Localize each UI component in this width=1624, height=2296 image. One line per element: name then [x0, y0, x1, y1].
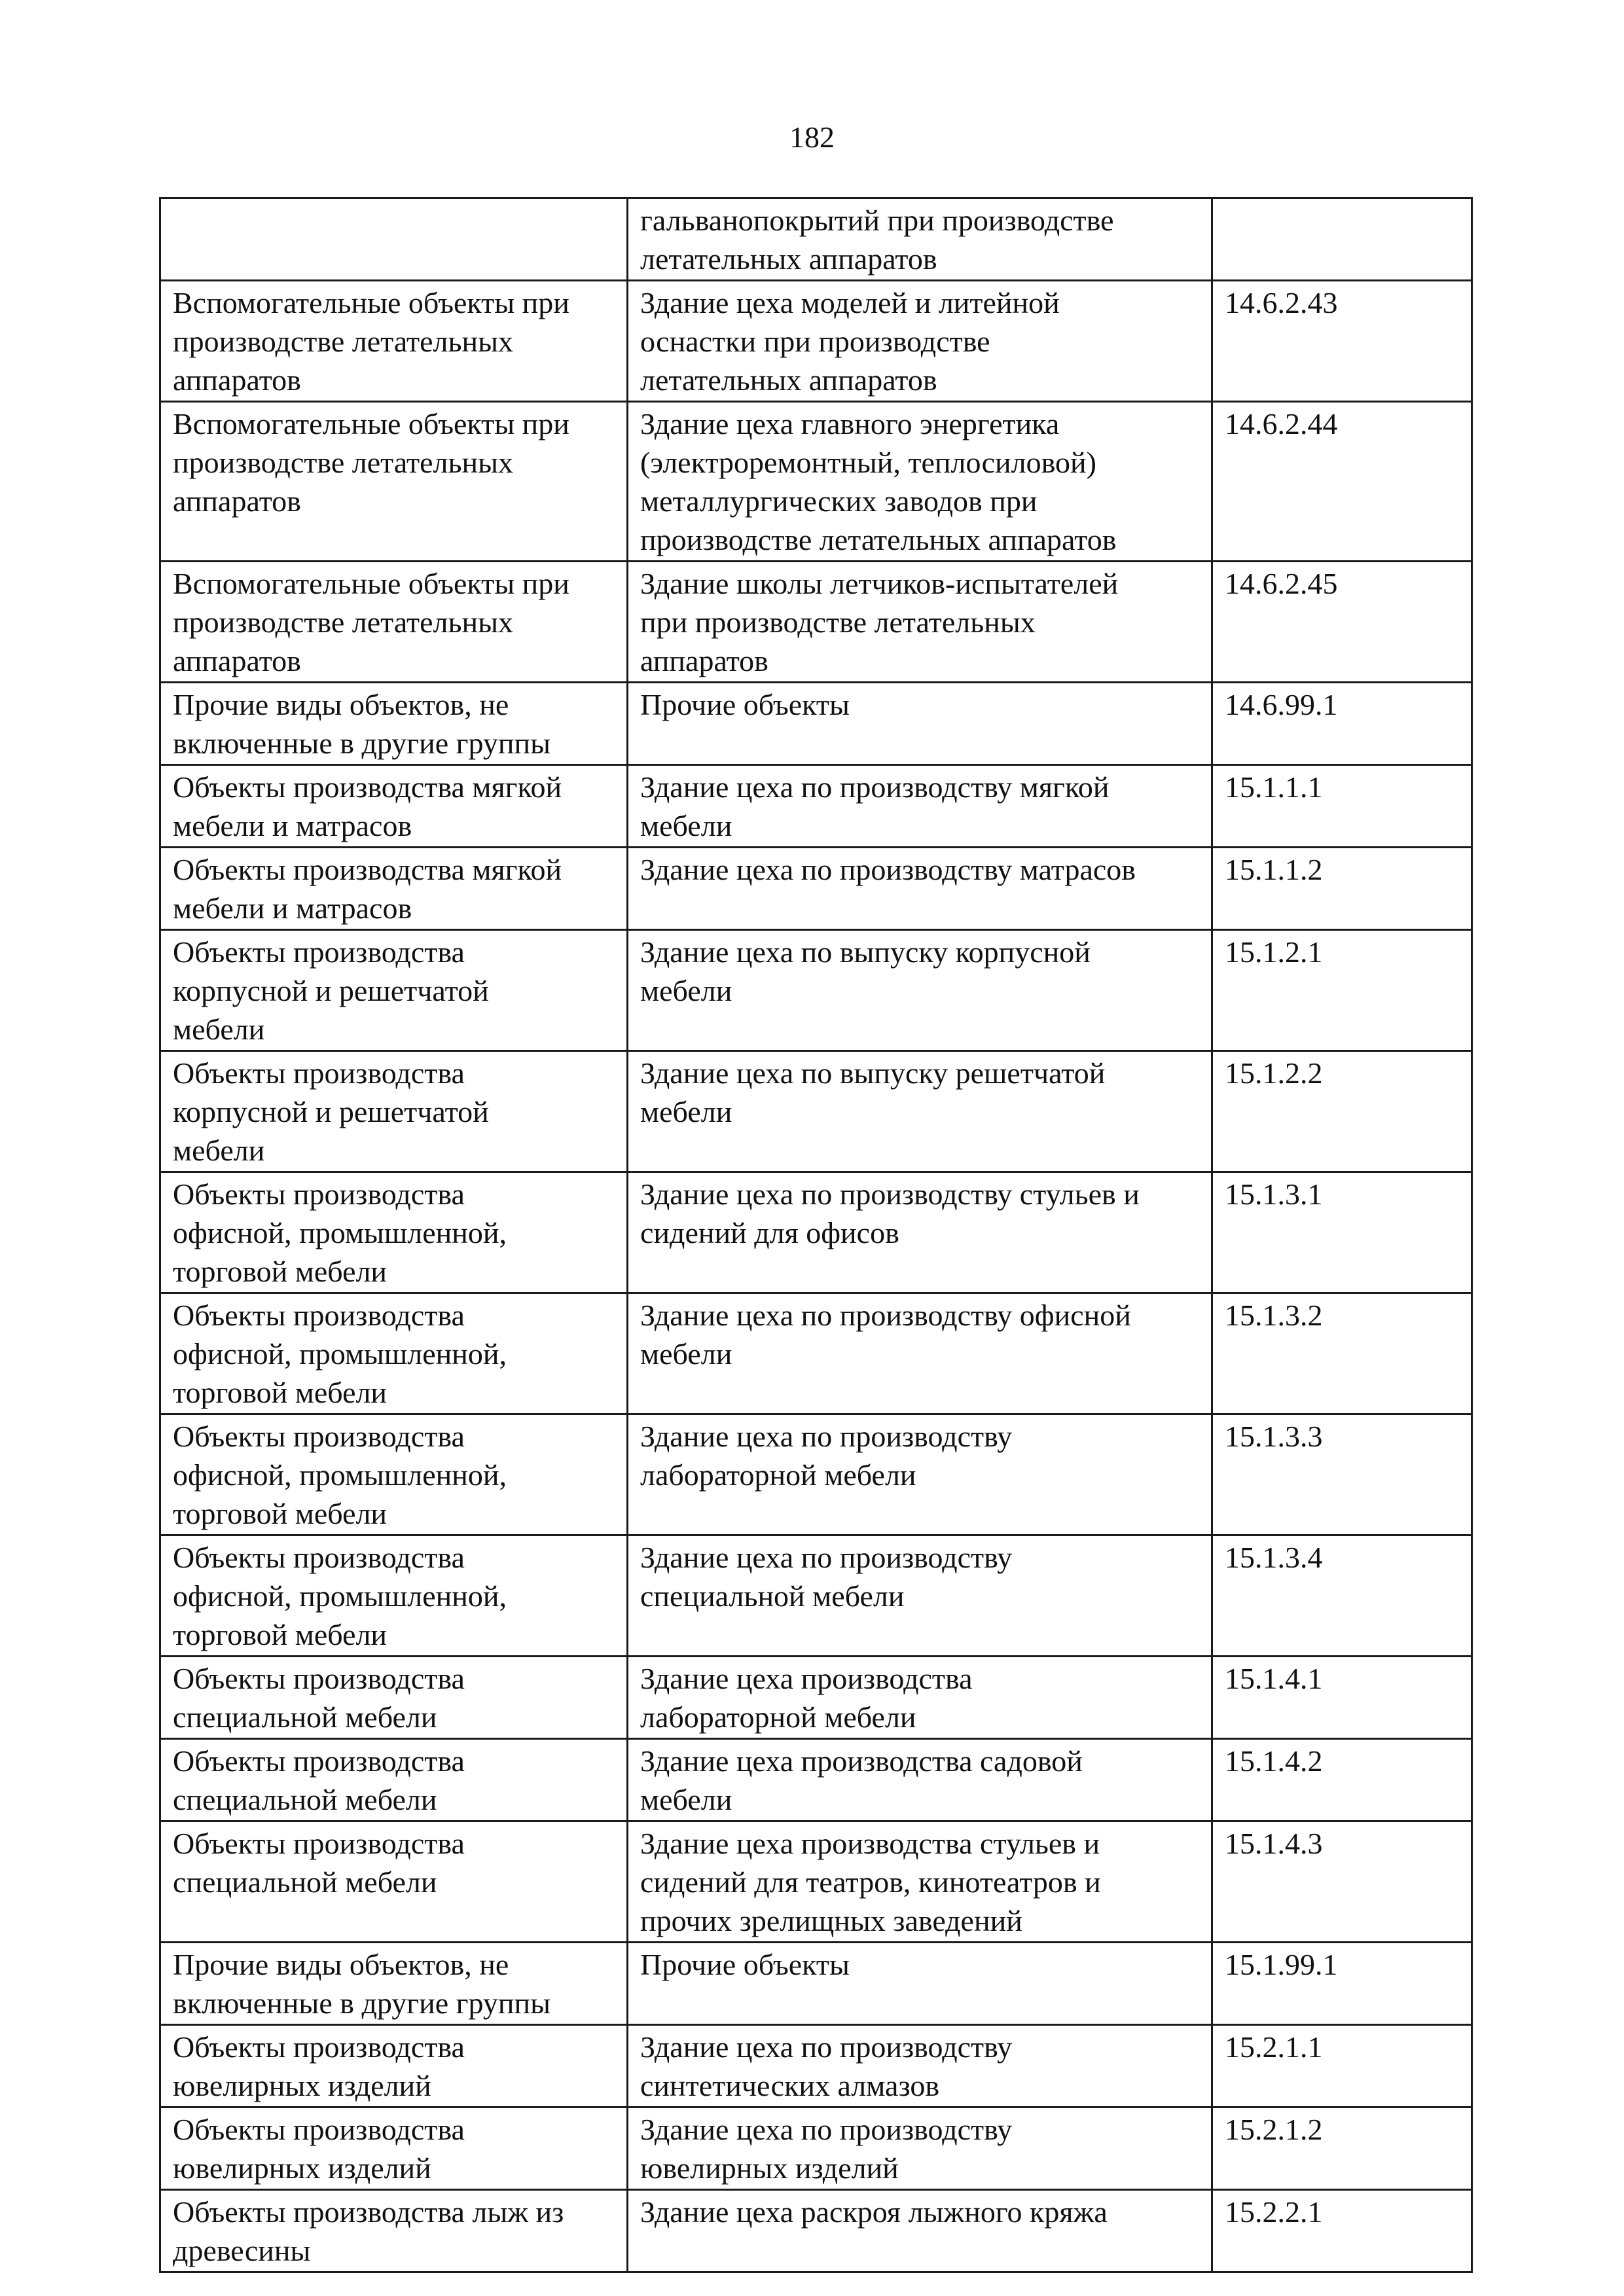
- table-row: [160, 1943, 1472, 2025]
- object-code-cell-text: 15.2.2.1: [1225, 2195, 1323, 2229]
- object-name-cell: [628, 562, 1212, 683]
- object-code-cell-text: 15.1.4.1: [1225, 1662, 1323, 1695]
- object-code-cell-text: 15.1.3.1: [1225, 1177, 1323, 1211]
- object-name-cell: [628, 683, 1212, 765]
- object-code-cell-text: 14.6.2.45: [1225, 567, 1338, 600]
- table-row: [160, 1172, 1472, 1293]
- object-name-cell: [628, 1739, 1212, 1821]
- object-type-cell-text: Вспомогательные объекты при производстве летательных аппаратов: [173, 286, 569, 397]
- object-code-cell-text: 15.1.3.4: [1225, 1541, 1323, 1574]
- object-code-cell: [1212, 2025, 1472, 2108]
- object-name-cell: [628, 1051, 1212, 1172]
- table-row: [160, 1414, 1472, 1535]
- object-name-cell-text: Здание школы летчиков-испытателей при производстве летательных аппаратов: [640, 567, 1119, 677]
- object-type-cell-text: Прочие виды объектов, не включенные в другие группы: [173, 688, 551, 760]
- object-code-cell-text: 14.6.99.1: [1225, 688, 1338, 721]
- object-type-cell-text: Объекты производства офисной, промышленной, торговой мебели: [173, 1420, 507, 1530]
- object-type-cell: [160, 2108, 628, 2190]
- object-type-cell: [160, 402, 628, 562]
- object-name-cell: [628, 1943, 1212, 2025]
- object-name-cell-text: Здание цеха по производству специальной мебели: [640, 1541, 1013, 1613]
- object-code-cell-text: 15.1.2.2: [1225, 1056, 1323, 1090]
- object-code-cell: [1212, 402, 1472, 562]
- object-code-cell-text: 14.6.2.44: [1225, 407, 1338, 440]
- object-name-cell-text: Здание цеха по производству мягкой мебели: [640, 770, 1110, 842]
- object-code-cell: [1212, 848, 1472, 930]
- object-name-cell-text: Здание цеха производства стульев и сидений для театров, кинотеатров и прочих зрелищных заведений: [640, 1827, 1101, 1937]
- object-type-cell: [160, 1051, 628, 1172]
- object-name-cell: [628, 1414, 1212, 1535]
- object-type-cell-text: Объекты производства офисной, промышленной, торговой мебели: [173, 1541, 507, 1651]
- object-code-cell: [1212, 1657, 1472, 1739]
- object-type-cell: [160, 1943, 628, 2025]
- object-name-cell-text: Здание цеха по производству офисной мебели: [640, 1299, 1131, 1371]
- object-type-cell-text: Объекты производства корпусной и решетчатой мебели: [173, 1056, 489, 1167]
- object-code-cell: [1212, 1414, 1472, 1535]
- table-row: [160, 2025, 1472, 2108]
- object-name-cell: [628, 930, 1212, 1051]
- table-row: [160, 1657, 1472, 1739]
- object-name-cell: [628, 198, 1212, 281]
- object-code-cell-text: 15.2.1.1: [1225, 2030, 1323, 2064]
- object-type-cell-text: Прочие виды объектов, не включенные в другие группы: [173, 1948, 551, 2020]
- object-code-cell: [1212, 1172, 1472, 1293]
- object-name-cell: [628, 2025, 1212, 2108]
- object-name-cell: [628, 1172, 1212, 1293]
- object-code-cell-text: 15.1.99.1: [1225, 1948, 1338, 1981]
- object-name-cell-text: Прочие объекты: [640, 1948, 850, 1981]
- object-name-cell: [628, 848, 1212, 930]
- object-code-cell-text: 15.1.1.2: [1225, 853, 1323, 886]
- table-row: [160, 2108, 1472, 2190]
- object-name-cell-text: Прочие объекты: [640, 688, 850, 721]
- object-type-cell-text: Объекты производства офисной, промышленной, торговой мебели: [173, 1177, 507, 1288]
- object-name-cell-text: Здание цеха по выпуску корпусной мебели: [640, 935, 1091, 1007]
- page-number: 182: [789, 120, 835, 154]
- object-code-cell-text: 15.1.3.2: [1225, 1299, 1323, 1332]
- object-name-cell: [628, 1293, 1212, 1414]
- object-type-cell: [160, 562, 628, 683]
- table-row: [160, 1293, 1472, 1414]
- object-code-cell: [1212, 765, 1472, 848]
- object-type-cell: [160, 1739, 628, 1821]
- object-name-cell-text: Здание цеха по производству матрасов: [640, 853, 1136, 886]
- object-code-cell: [1212, 1739, 1472, 1821]
- object-code-cell: [1212, 1293, 1472, 1414]
- object-code-cell-text: 15.2.1.2: [1225, 2113, 1323, 2146]
- table-row: [160, 562, 1472, 683]
- object-code-cell: [1212, 562, 1472, 683]
- object-type-cell: [160, 1293, 628, 1414]
- table-row: [160, 1051, 1472, 1172]
- object-type-cell: [160, 1414, 628, 1535]
- object-code-cell-text: 15.1.2.1: [1225, 935, 1323, 969]
- object-name-cell-text: Здание цеха раскроя лыжного кряжа: [640, 2195, 1108, 2229]
- object-type-cell: [160, 1821, 628, 1943]
- table-row: [160, 402, 1472, 562]
- object-type-cell-text: Объекты производства мягкой мебели и матрасов: [173, 853, 562, 925]
- object-type-cell: [160, 683, 628, 765]
- object-type-cell: [160, 1657, 628, 1739]
- object-code-cell: [1212, 281, 1472, 402]
- table-row: [160, 765, 1472, 848]
- object-name-cell-text: Здание цеха по выпуску решетчатой мебели: [640, 1056, 1106, 1128]
- object-code-cell-text: 15.1.1.1: [1225, 770, 1323, 804]
- object-name-cell: [628, 1657, 1212, 1739]
- object-type-cell-text: Объекты производства лыж из древесины: [173, 2195, 564, 2267]
- object-type-cell-text: Объекты производства корпусной и решетчатой мебели: [173, 935, 489, 1046]
- object-code-cell-text: 15.1.4.2: [1225, 1744, 1323, 1778]
- object-type-cell: [160, 198, 628, 281]
- object-code-cell-text: 15.1.3.3: [1225, 1420, 1323, 1453]
- object-name-cell-text: Здание цеха по производству стульев и сидений для офисов: [640, 1177, 1140, 1249]
- table-row: [160, 198, 1472, 281]
- object-code-cell-text: 15.1.4.3: [1225, 1827, 1323, 1860]
- object-type-cell: [160, 1535, 628, 1657]
- table-row: [160, 848, 1472, 930]
- object-type-cell: [160, 930, 628, 1051]
- object-name-cell-text: Здание цеха по производству синтетических алмазов: [640, 2030, 1013, 2102]
- object-type-cell-text: Вспомогательные объекты при производстве летательных аппаратов: [173, 407, 569, 518]
- table-row: [160, 281, 1472, 402]
- object-code-cell: [1212, 1943, 1472, 2025]
- object-name-cell: [628, 281, 1212, 402]
- object-name-cell: [628, 765, 1212, 848]
- object-name-cell: [628, 2190, 1212, 2272]
- object-code-cell: [1212, 2190, 1472, 2272]
- object-type-cell: [160, 1172, 628, 1293]
- object-type-cell: [160, 848, 628, 930]
- object-type-cell-text: Объекты производства специальной мебели: [173, 1827, 465, 1899]
- object-type-cell-text: Объекты производства специальной мебели: [173, 1662, 465, 1734]
- object-code-cell: [1212, 1535, 1472, 1657]
- object-name-cell-text: Здание цеха производства лабораторной мебели: [640, 1662, 973, 1734]
- table-body: [160, 198, 1472, 2272]
- object-type-cell-text: Объекты производства ювелирных изделий: [173, 2113, 465, 2185]
- table-row: [160, 1821, 1472, 1943]
- classification-table: [159, 197, 1473, 2273]
- object-code-cell: [1212, 198, 1472, 281]
- object-type-cell-text: Объекты производства ювелирных изделий: [173, 2030, 465, 2102]
- object-code-cell: [1212, 2108, 1472, 2190]
- object-name-cell: [628, 2108, 1212, 2190]
- object-name-cell: [628, 1821, 1212, 1943]
- object-name-cell-text: Здание цеха по производству лабораторной мебели: [640, 1420, 1013, 1492]
- object-type-cell: [160, 281, 628, 402]
- object-type-cell-text: Объекты производства офисной, промышленной, торговой мебели: [173, 1299, 507, 1409]
- object-code-cell: [1212, 683, 1472, 765]
- object-type-cell-text: Вспомогательные объекты при производстве летательных аппаратов: [173, 567, 569, 677]
- table-row: [160, 930, 1472, 1051]
- object-code-cell: [1212, 1051, 1472, 1172]
- table-row: [160, 1535, 1472, 1657]
- object-name-cell-text: Здание цеха моделей и литейной оснастки при производстве летательных аппаратов: [640, 286, 1060, 397]
- object-name-cell-text: гальванопокрытий при производстве летательных аппаратов: [640, 204, 1114, 276]
- object-type-cell: [160, 765, 628, 848]
- object-code-cell: [1212, 930, 1472, 1051]
- object-type-cell-text: Объекты производства специальной мебели: [173, 1744, 465, 1816]
- object-type-cell: [160, 2025, 628, 2108]
- object-name-cell-text: Здание цеха по производству ювелирных изделий: [640, 2113, 1013, 2185]
- object-name-cell: [628, 1535, 1212, 1657]
- object-type-cell-text: Объекты производства мягкой мебели и матрасов: [173, 770, 562, 842]
- object-name-cell-text: Здание цеха производства садовой мебели: [640, 1744, 1083, 1816]
- object-code-cell: [1212, 1821, 1472, 1943]
- table-row: [160, 2190, 1472, 2272]
- table-row: [160, 683, 1472, 765]
- object-name-cell: [628, 402, 1212, 562]
- table-row: [160, 1739, 1472, 1821]
- object-name-cell-text: Здание цеха главного энергетика (электроремонтный, теплосиловой) металлургических заводов при производстве летательных аппаратов: [640, 407, 1117, 556]
- object-code-cell-text: 14.6.2.43: [1225, 286, 1338, 319]
- object-type-cell: [160, 2190, 628, 2272]
